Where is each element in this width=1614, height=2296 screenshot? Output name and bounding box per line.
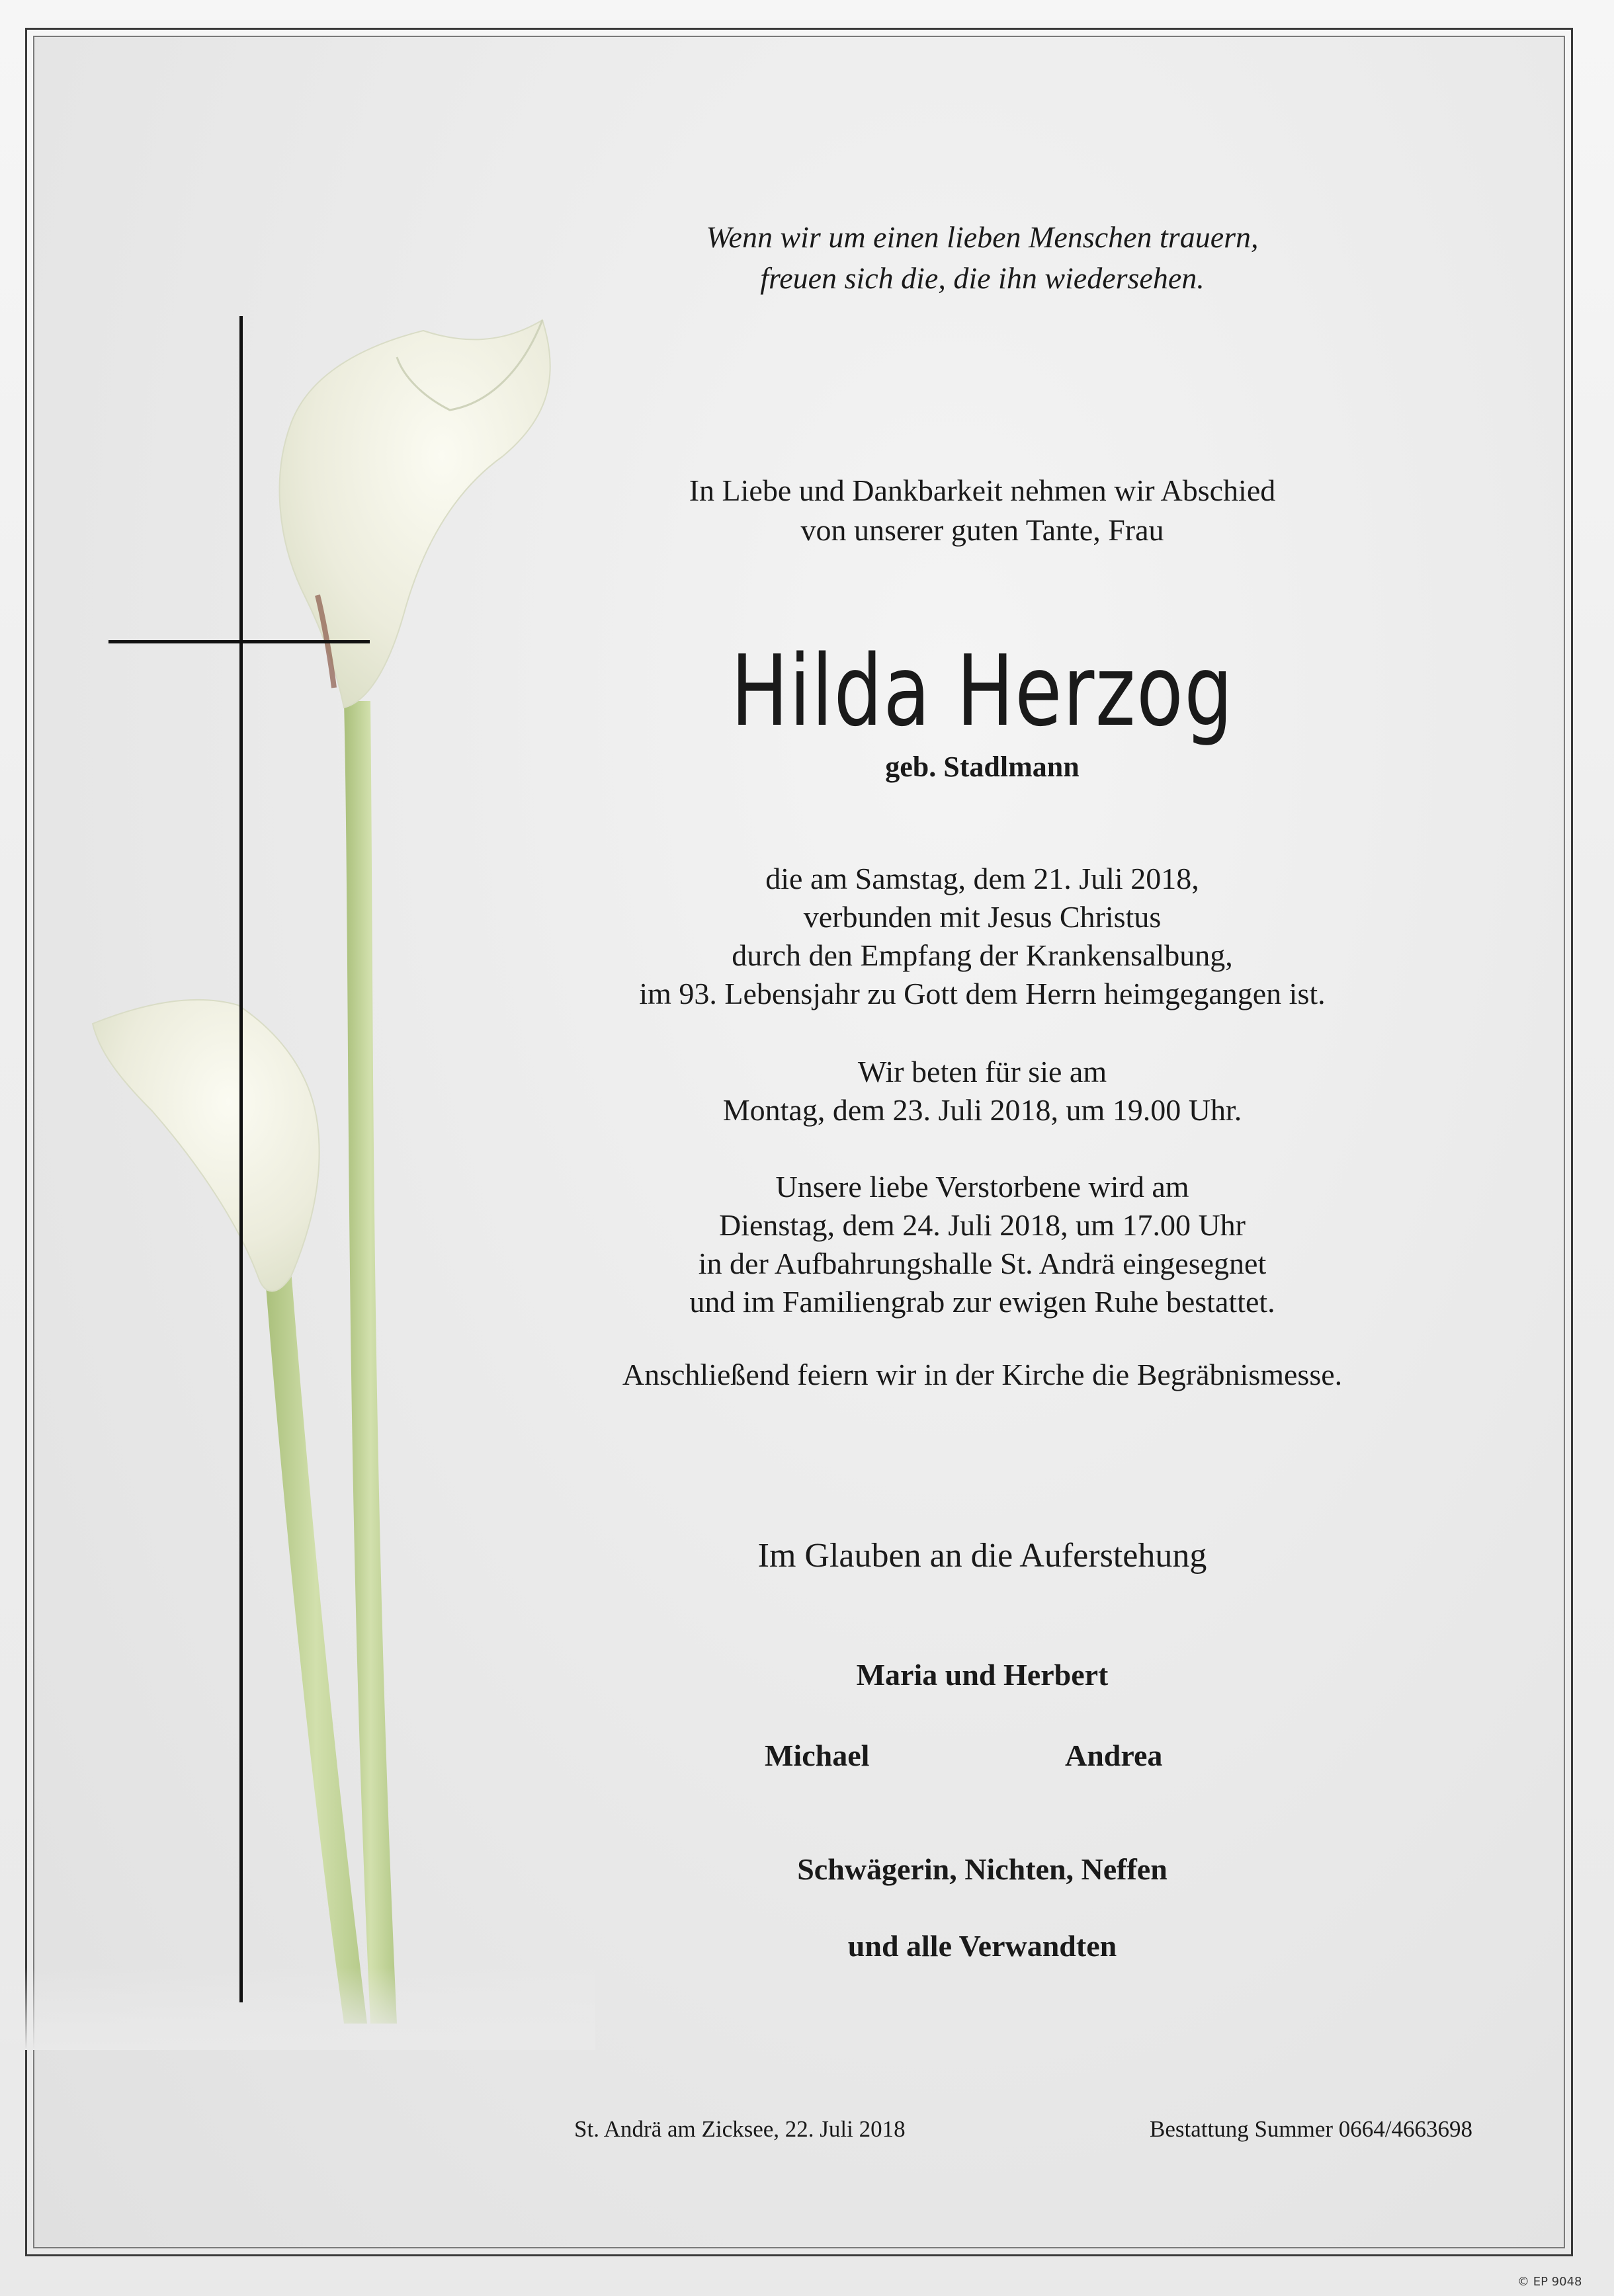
- place-date: St. Andrä am Zicksee, 22. Juli 2018: [574, 2116, 906, 2142]
- motto: [542, 217, 1422, 299]
- prayer-line: Wir beten für sie am: [857, 1055, 1107, 1088]
- mourners-line-1: Maria und Herbert: [856, 1658, 1109, 1692]
- death-line: verbunden mit Jesus Christus: [803, 900, 1162, 934]
- death-line: durch den Empfang der Krankensalbung,: [732, 938, 1233, 972]
- birth-name: geb. Stadlmann: [885, 751, 1080, 783]
- funeral-line: Unsere liebe Verstorbene wird am: [775, 1170, 1189, 1204]
- mourner-michael: Michael: [765, 1739, 870, 1772]
- faith-line: Im Glauben an die Auferstehung: [757, 1537, 1207, 1575]
- cross-icon: [239, 316, 243, 2002]
- mourners-line-4: und alle Verwandten: [847, 1929, 1117, 1963]
- print-code: © EP 9048: [1517, 2275, 1582, 2289]
- motto-line-1: Wenn wir um einen lieben Menschen trauern,: [706, 220, 1259, 254]
- motto-line-2: freuen sich die, die ihn wiedersehen.: [760, 261, 1205, 295]
- mass-paragraph: Anschließend feiern wir in der Kirche die Begräbnismesse.: [622, 1358, 1343, 1391]
- funeral-line: Dienstag, dem 24. Juli 2018, um 17.00 Uhr: [719, 1208, 1246, 1242]
- funeral-line: und im Familiengrab zur ewigen Ruhe bestattet.: [689, 1285, 1275, 1319]
- funeral-line: in der Aufbahrungshalle St. Andrä eingesegnet: [698, 1247, 1267, 1280]
- death-line: im 93. Lebensjahr zu Gott dem Herrn heimgegangen ist.: [639, 977, 1326, 1010]
- lower-lily: [93, 1000, 319, 1292]
- death-paragraph: [542, 860, 1422, 1013]
- prayer-paragraph: [542, 1053, 1422, 1129]
- deceased-name: Hilda Herzog: [730, 634, 1234, 748]
- undertaker-contact: Bestattung Summer 0664/4663698: [1150, 2116, 1473, 2142]
- mourners-line-3: Schwägerin, Nichten, Neffen: [797, 1852, 1168, 1886]
- mourner-andrea: Andrea: [1065, 1739, 1163, 1772]
- intro: [542, 471, 1422, 550]
- funeral-paragraph: [542, 1168, 1422, 1321]
- intro-line-1: In Liebe und Dankbarkeit nehmen wir Abschied: [689, 473, 1276, 507]
- death-line: die am Samstag, dem 21. Juli 2018,: [765, 862, 1199, 895]
- upper-lily: [280, 320, 550, 708]
- prayer-line: Montag, dem 23. Juli 2018, um 19.00 Uhr.: [722, 1093, 1242, 1127]
- intro-line-2: von unserer guten Tante, Frau: [800, 513, 1164, 547]
- cross-bar: [108, 640, 370, 643]
